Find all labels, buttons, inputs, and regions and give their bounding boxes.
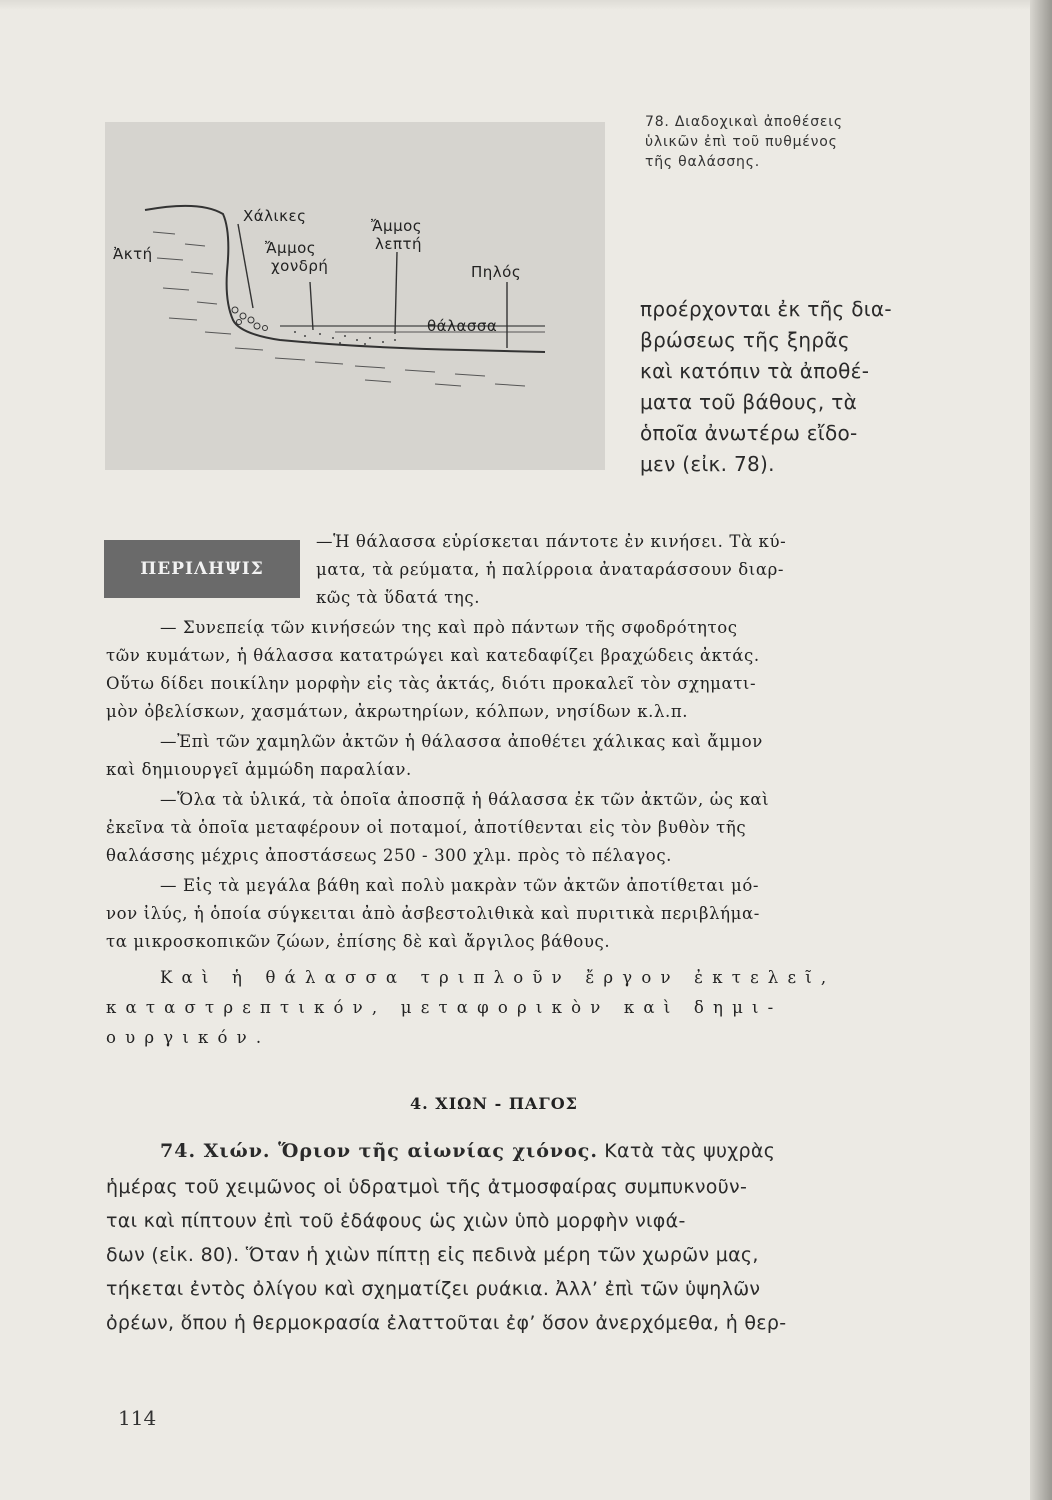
page-top-edge: [0, 0, 1052, 10]
summary-line: ματα, τὰ ρεύματα, ἡ παλίρροια ἀναταράσσουν διαρ-: [316, 560, 785, 579]
label-coarse-sand-line1: Ἄμμος: [265, 239, 317, 257]
label-coarse-sand: [265, 240, 316, 256]
pebbles-deposit: [232, 307, 268, 331]
caption-line: τῆς θαλάσσης.: [645, 154, 760, 170]
summary-label: ΠΕΡΙΛΗΨΙΣ: [104, 540, 300, 598]
summary-line: τα μικροσκοπικῶν ζώων, ἐπίσης δὲ καὶ ἄργιλος βάθους.: [106, 932, 611, 951]
summary-line: θαλάσσης μέχρις ἀποστάσεως 250 - 300 χλμ. πρὸς τὸ πέλαγος.: [106, 846, 673, 865]
side-line: ὁποῖα ἀνωτέρω εἴδο-: [640, 421, 858, 445]
paragraph-line: δων (εἰκ. 80). Ὅταν ἡ χιὼν πίπτῃ εἰς πεδινὰ μέρη τῶν χωρῶν μας,: [106, 1244, 759, 1266]
label-pebbles: Χάλικες: [243, 207, 307, 225]
summary-line: ἐκεῖνα τὰ ὁποῖα μεταφέρουν οἱ ποταμοί, ἀποτίθενται εἰς τὸν βυθὸν τῆς: [106, 818, 747, 837]
label-sea: θάλασσα: [427, 317, 498, 335]
summary-line: — Εἰς τὰ μεγάλα βάθη καὶ πολὺ μακρὰν τῶν ἀκτῶν ἀποτίθεται μό-: [160, 876, 760, 895]
summary-line: Οὕτω δίδει ποικίλην μορφὴν εἰς τὰς ἀκτάς, διότι προκαλεῖ τὸν σχηματι-: [106, 674, 757, 693]
side-paragraph: [640, 294, 940, 480]
summary-line: τῶν κυμάτων, ἡ θάλασσα κατατρώγει καὶ κατεδαφίζει βραχώδεις ἀκτάς.: [106, 646, 760, 665]
caption-line: 78. Διαδοχικαὶ ἀποθέσεις: [645, 114, 843, 130]
paragraph-first-line: [160, 1140, 775, 1162]
label-coast: Ἀκτή: [113, 245, 153, 263]
summary-line: νον ἰλύς, ἡ ὁποία σύγκειται ἀπὸ ἀσβεστολιθικὰ καὶ πυριτικὰ περιβλήμα-: [106, 904, 760, 923]
summary-conclusion-line: ουργικόν.: [106, 1028, 271, 1047]
side-line: ματα τοῦ βάθους, τὰ: [640, 390, 858, 414]
label-mud: Πηλός: [471, 263, 522, 281]
summary-line: καὶ δημιουργεῖ ἀμμώδη παραλίαν.: [106, 760, 412, 779]
summary-line: — Συνεπείᾳ τῶν κινήσεών της καὶ πρὸ πάντων τῆς σφοδρότητος: [160, 618, 738, 637]
seabed-diagram: [105, 122, 605, 470]
summary-line: μὸν ὀβελίσκων, χασμάτων, ἀκρωτηρίων, κόλπων, νησίδων κ.λ.π.: [106, 702, 689, 721]
paragraph-line: ὀρέων, ὅπου ἡ θερμοκρασία ἐλαττοῦται ἐφ’ ὅσον ἀνερχόμεθα, ἡ θερ-: [106, 1312, 787, 1334]
summary-conclusion-line: Καὶ ἡ θάλασσα τριπλοῦν ἔργον ἐκτελεῖ,: [160, 968, 836, 987]
page-binding-shadow: [1030, 0, 1052, 1500]
section-title: 4. ΧΙΩΝ - ΠΑΓΟΣ: [410, 1094, 578, 1113]
figure-seabed-deposits: [105, 122, 605, 470]
side-line: καὶ κατόπιν τὰ ἀποθέ-: [640, 359, 870, 383]
paragraph-heading: 74. Χιών. Ὅριον τῆς αἰωνίας χιόνος.: [160, 1140, 598, 1162]
paragraph-line: τήκεται ἐντὸς ὀλίγου καὶ σχηματίζει ρυάκια. Ἀλλ’ ἐπὶ τῶν ὑψηλῶν: [106, 1278, 761, 1300]
paragraph-first-line-rest: Κατὰ τὰς ψυχρὰς: [597, 1140, 776, 1162]
side-line: βρώσεως τῆς ξηρᾶς: [640, 328, 850, 352]
label-coarse-sand-line2: χονδρή: [271, 257, 329, 275]
summary-line: —Ὅλα τὰ ὑλικά, τὰ ὁποῖα ἀποσπᾷ ἡ θάλασσα ἐκ τῶν ἀκτῶν, ὡς καὶ: [160, 790, 770, 809]
label-fine-sand-line1: Ἄμμος: [371, 217, 423, 235]
summary-line: —Ἐπὶ τῶν χαμηλῶν ἀκτῶν ἡ θάλασσα ἀποθέτει χάλικας καὶ ἄμμον: [160, 732, 763, 751]
paragraph-line: ται καὶ πίπτουν ἐπὶ τοῦ ἐδάφους ὡς χιὼν ὑπὸ μορφὴν νιφά-: [106, 1210, 686, 1232]
figure-caption: [645, 112, 945, 172]
side-line: προέρχονται ἐκ τῆς δια-: [640, 297, 892, 321]
summary-line: κῶς τὰ ὕδατά της.: [316, 588, 481, 607]
land-hatching: [153, 232, 525, 386]
summary-conclusion-line: καταστρεπτικόν, μεταφορικὸν καὶ δημι-: [106, 998, 783, 1017]
summary-line: —Ἡ θάλασσα εὑρίσκεται πάντοτε ἐν κινήσει. Τὰ κύ-: [316, 532, 787, 551]
paragraph-line: ἡμέρας τοῦ χειμῶνος οἱ ὑδρατμοὶ τῆς ἀτμοσφαίρας συμπυκνοῦν-: [106, 1176, 748, 1198]
side-line: μεν (εἰκ. 78).: [640, 452, 775, 476]
label-fine-sand-line2: λεπτή: [375, 235, 423, 253]
caption-line: ὑλικῶν ἐπὶ τοῦ πυθμένος: [645, 134, 838, 150]
page-number: 114: [118, 1406, 157, 1430]
